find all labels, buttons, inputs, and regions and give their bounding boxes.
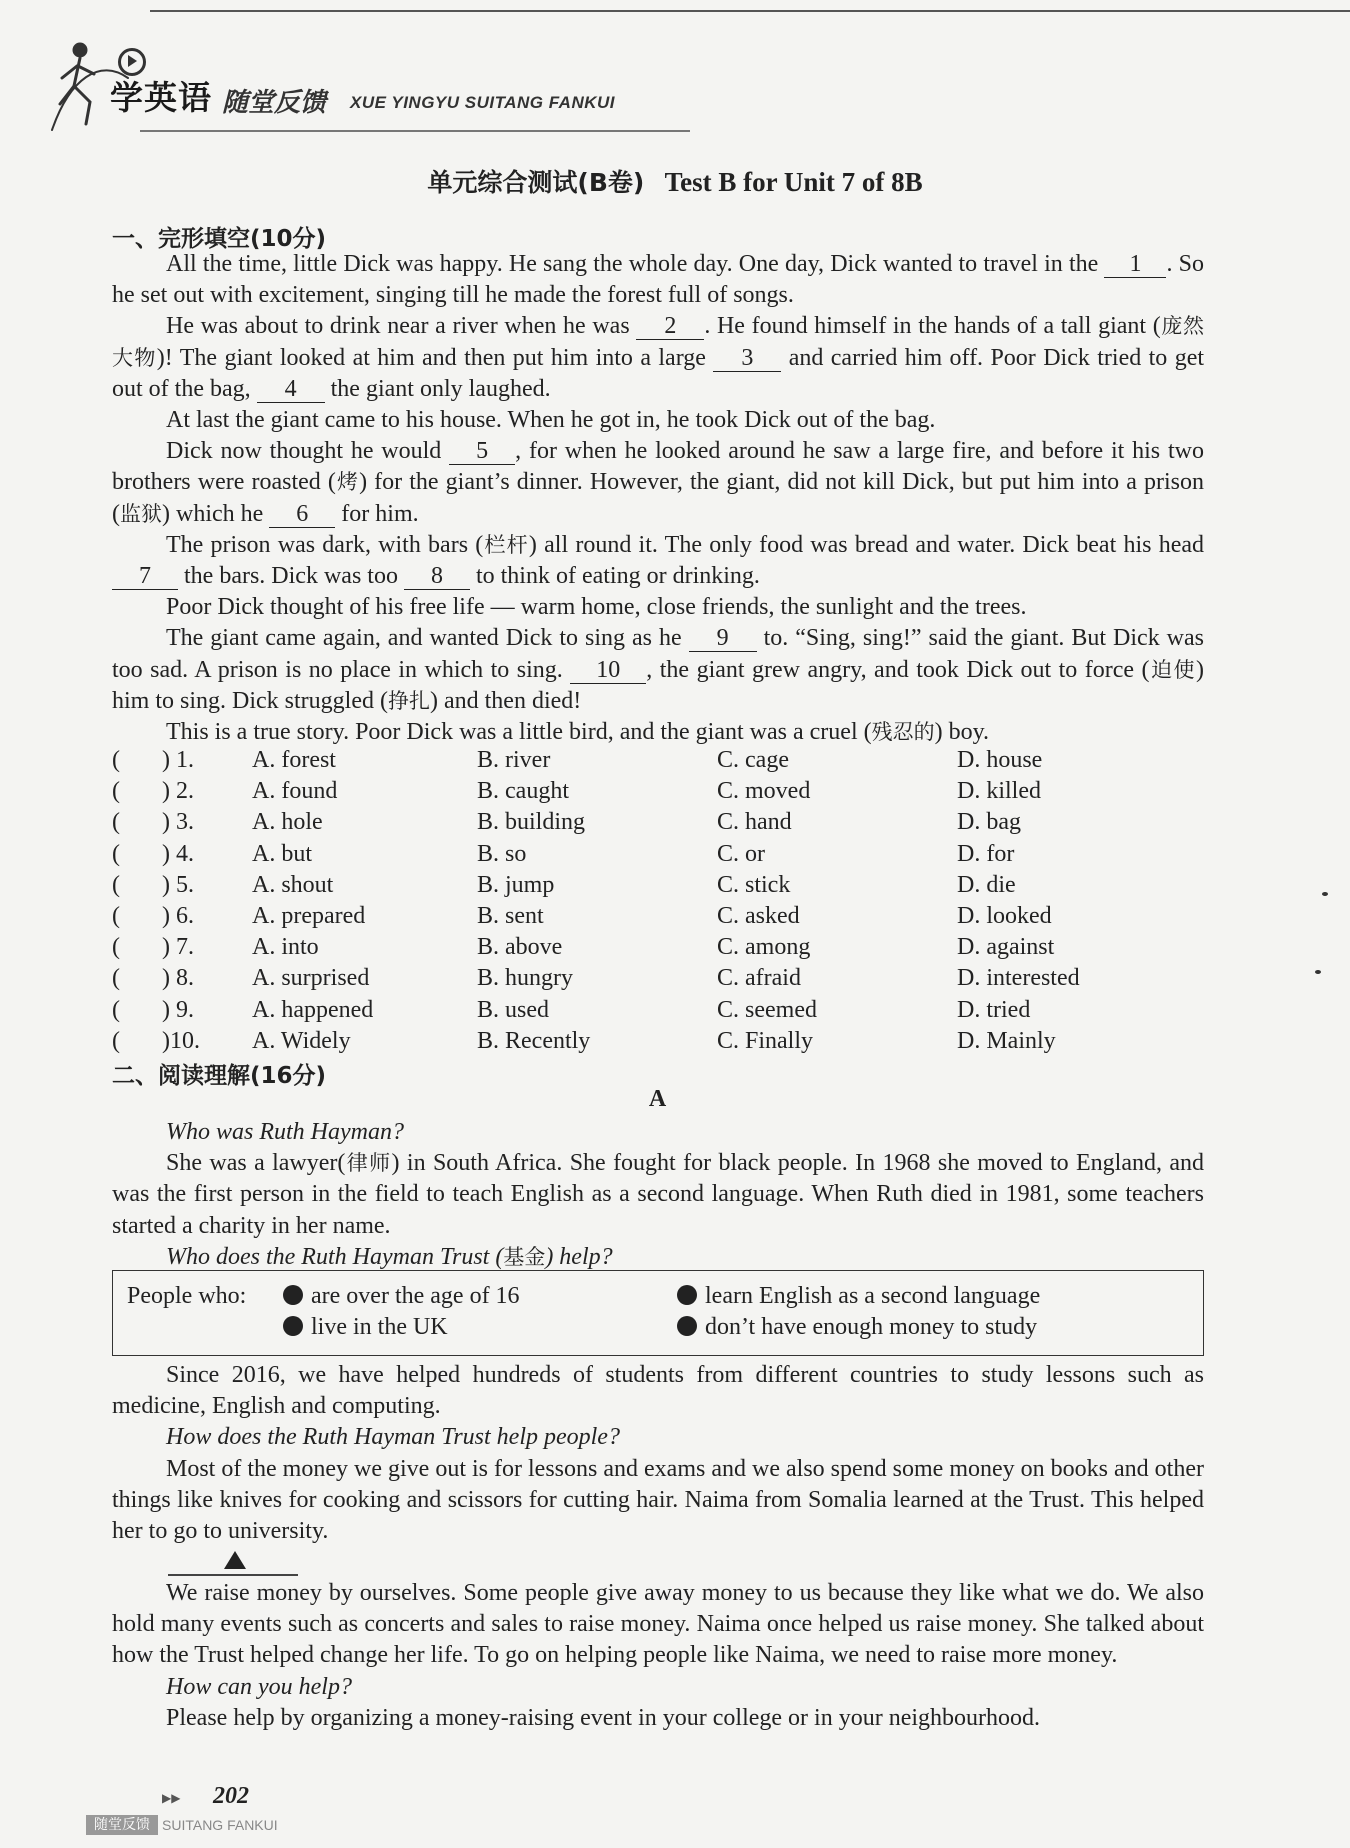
scan-mark bbox=[1322, 892, 1328, 896]
option-a: A. Widely bbox=[252, 1027, 351, 1054]
blank-2: 2 bbox=[636, 313, 704, 340]
missing-heading-blank bbox=[168, 1574, 298, 1576]
option-row: ( ) 7. A. into B. above C. among D. against bbox=[112, 932, 1212, 963]
option-d: D. tried bbox=[957, 996, 1031, 1023]
question-heading-4: How can you help? bbox=[166, 1673, 352, 1700]
box-item: don’t have enough money to study bbox=[677, 1314, 1037, 1341]
cloze-paragraph-1: All the time, little Dick was happy. He sang the whole day. One day, Dick wanted to travel in the 1 . So he set out with excitement, singing till he made the forest full of songs. bbox=[112, 251, 1204, 309]
option-b: B. used bbox=[477, 996, 549, 1023]
answer-paren[interactable]: ( bbox=[112, 840, 120, 867]
title-cn: 单元综合测试(B卷) bbox=[427, 168, 645, 197]
option-row: ( ) 8. A. surprised B. hungry C. afraid D. interested bbox=[112, 963, 1212, 994]
option-a: A. prepared bbox=[252, 902, 366, 929]
option-c: C. moved bbox=[717, 778, 811, 805]
blank-5: 5 bbox=[449, 438, 515, 465]
option-b: B. river bbox=[477, 747, 551, 773]
option-b: B. above bbox=[477, 934, 563, 961]
bullet-icon bbox=[283, 1316, 303, 1336]
blank-3: 3 bbox=[713, 345, 781, 372]
page-title bbox=[0, 163, 1350, 199]
cloze-options bbox=[112, 745, 1212, 1057]
option-c: C. stick bbox=[717, 871, 791, 898]
answer-paren[interactable]: ( bbox=[112, 747, 120, 773]
option-c: C. or bbox=[717, 840, 765, 867]
footer-label-cn: 随堂反馈 bbox=[86, 1815, 158, 1835]
answer-paren[interactable]: ( bbox=[112, 778, 120, 805]
box-item: learn English as a second language bbox=[677, 1283, 1040, 1310]
option-a: A. happened bbox=[252, 996, 374, 1023]
blank-10: 10 bbox=[570, 657, 646, 684]
cloze-paragraph-4: Dick now thought he would 5 , for when he looked around he saw a large fire, and before it his two brothers were roasted (烤) for the giant’s dinner. However, the giant, did not kill Dick, but put him into a prison (监狱) which he 6 for him. bbox=[112, 438, 1204, 527]
answer-paren[interactable]: ( bbox=[112, 902, 120, 929]
blank-4: 4 bbox=[257, 376, 325, 403]
option-a: A. found bbox=[252, 778, 338, 805]
footer-label-en: SUITANG FANKUI bbox=[162, 1817, 278, 1833]
option-d: D. interested bbox=[957, 965, 1080, 992]
box-item: live in the UK bbox=[283, 1314, 448, 1341]
page-arrow-icon: ▶▶ bbox=[162, 1791, 181, 1805]
answer-paren[interactable]: ( bbox=[112, 965, 120, 992]
option-c: C. Finally bbox=[717, 1027, 814, 1054]
blank-7: 7 bbox=[112, 563, 178, 590]
option-a: A. shout bbox=[252, 871, 334, 898]
brand-subtitle: 随堂反馈 bbox=[222, 88, 327, 118]
blank-9: 9 bbox=[689, 625, 757, 652]
scan-mark bbox=[1315, 970, 1321, 974]
answer-paren[interactable]: ( bbox=[112, 934, 120, 961]
option-d: D. for bbox=[957, 840, 1015, 867]
cloze-passage bbox=[112, 249, 1204, 748]
title-en: Test B for Unit 7 of 8B bbox=[664, 167, 923, 197]
reading-part-3 bbox=[112, 1578, 1204, 1734]
reading-paragraph-5: Please help by organizing a money-raising event in your college or in your neighbourhood. bbox=[166, 1704, 1041, 1731]
question-heading-2: Who does the Ruth Hayman Trust (基金) help? bbox=[166, 1243, 613, 1270]
bullet-icon bbox=[283, 1285, 303, 1305]
option-a: A. but bbox=[252, 840, 312, 867]
answer-paren[interactable]: ( bbox=[112, 996, 120, 1023]
cloze-paragraph-8: This is a true story. Poor Dick was a little bird, and the giant was a cruel (残忍的) boy. bbox=[166, 719, 990, 746]
reading-paragraph-2: Since 2016, we have helped hundreds of students from different countries to study lessons such as medicine, English and computing. bbox=[112, 1362, 1204, 1420]
question-heading-1: Who was Ruth Hayman? bbox=[166, 1119, 404, 1145]
option-row: ( ) 5. A. shout B. jump C. stick D. die bbox=[112, 870, 1212, 901]
option-a: A. into bbox=[252, 934, 319, 961]
option-d: D. die bbox=[957, 871, 1016, 898]
reading-paragraph-3: Most of the money we give out is for lessons and exams and we also spend some money on books and other things like knives for cooking and scissors for cutting hair. Naima from Somalia learned at the Trust. This helped her to go to university. bbox=[112, 1455, 1204, 1545]
option-b: B. caught bbox=[477, 778, 569, 805]
answer-paren[interactable]: ( bbox=[112, 1027, 120, 1054]
option-d: D. bag bbox=[957, 809, 1021, 836]
triangle-marker-icon bbox=[224, 1551, 246, 1569]
option-c: C. afraid bbox=[717, 965, 801, 992]
option-b: B. sent bbox=[477, 902, 544, 929]
top-rule bbox=[150, 10, 1350, 12]
option-b: B. building bbox=[477, 809, 586, 836]
option-row: ( ) 4. A. but B. so C. or D. for bbox=[112, 839, 1212, 870]
option-d: D. killed bbox=[957, 778, 1041, 805]
reading-paragraph-4: We raise money by ourselves. Some people give away money to us because they like what we do. We also hold many events such as concerts and sales to raise money. Naima once helped us raise money. She talked about how the Trust helped change her life. To go on helping people like Naima, we need to raise more money. bbox=[112, 1580, 1204, 1669]
option-a: A. forest bbox=[252, 747, 336, 773]
blank-8: 8 bbox=[404, 563, 470, 590]
option-row: ( ) 9. A. happened B. used C. seemed D. tried bbox=[112, 995, 1212, 1026]
option-b: B. jump bbox=[477, 871, 555, 898]
option-b: B. so bbox=[477, 840, 527, 867]
cloze-paragraph-3: At last the giant came to his house. When he got in, he took Dick out of the bag. bbox=[166, 407, 936, 434]
bullet-icon bbox=[677, 1316, 697, 1336]
blank-6: 6 bbox=[269, 501, 335, 528]
option-row: ( ) 6. A. prepared B. sent C. asked D. looked bbox=[112, 901, 1212, 932]
header-underline bbox=[140, 130, 690, 132]
option-c: C. hand bbox=[717, 809, 792, 836]
page-number: 202 bbox=[213, 1783, 249, 1809]
option-row: ( ) 2. A. found B. caught C. moved D. killed bbox=[112, 776, 1212, 807]
reading-paragraph-1: She was a lawyer(律师) in South Africa. She fought for black people. In 1968 she moved to England, and was the first person in the field to teach English as a second language. When Ruth died in 1981, some teachers started a charity in her name. bbox=[112, 1150, 1205, 1239]
brand-title: 学英语 bbox=[110, 78, 212, 117]
cloze-paragraph-5: The prison was dark, with bars (栏杆) all round it. The only food was bread and water. Dick beat his head 7 the bars. Dick was too 8 to think of eating or drinking. bbox=[112, 530, 1204, 592]
eligibility-box bbox=[112, 1270, 1204, 1356]
option-a: A. hole bbox=[252, 809, 323, 836]
option-c: C. cage bbox=[717, 747, 789, 773]
passage-label: A bbox=[648, 1086, 667, 1112]
option-b: B. Recently bbox=[477, 1027, 591, 1054]
bullet-icon bbox=[677, 1285, 697, 1305]
option-b: B. hungry bbox=[477, 965, 573, 992]
reading-part-1 bbox=[112, 1117, 1204, 1273]
cloze-paragraph-7: The giant came again, and wanted Dick to sing as he 9 to. “Sing, sing!” said the giant. But Dick was too sad. A prison is no place in which to sing. 10 , the giant grew angry, and took Dick out to force (迫使) him to sing. Dick struggled (挣扎) and then died! bbox=[112, 625, 1205, 714]
option-d: D. house bbox=[957, 747, 1043, 773]
option-d: D. looked bbox=[957, 902, 1052, 929]
box-item: are over the age of 16 bbox=[283, 1283, 520, 1310]
question-heading-3: How does the Ruth Hayman Trust help people? bbox=[166, 1424, 620, 1451]
answer-paren[interactable]: ( bbox=[112, 871, 120, 898]
brand-pinyin: XUE YINGYU SUITANG FANKUI bbox=[350, 93, 616, 112]
option-d: D. Mainly bbox=[957, 1027, 1056, 1054]
section1-heading: 一、完形填空(10分) bbox=[112, 226, 327, 252]
option-d: D. against bbox=[957, 934, 1055, 961]
section2-heading: 二、阅读理解(16分) bbox=[112, 1063, 327, 1089]
option-c: C. seemed bbox=[717, 996, 817, 1023]
blank-1: 1 bbox=[1104, 251, 1166, 278]
option-row: ( ) 1. A. forest B. river C. cage D. house bbox=[112, 745, 1212, 776]
cloze-paragraph-2: He was about to drink near a river when he was 2 . He found himself in the hands of a tall giant (庞然大物)! The giant looked at him and then put him into a large 3 and carried him off. Poor Dick tried to get out of the bag, 4 the giant only laughed. bbox=[112, 313, 1205, 402]
option-a: A. surprised bbox=[252, 965, 370, 992]
reading-part-2 bbox=[112, 1360, 1204, 1547]
answer-paren[interactable]: ( bbox=[112, 809, 120, 836]
option-row: ( )10. A. Widely B. Recently C. Finally D. Mainly bbox=[112, 1026, 1212, 1057]
page-header bbox=[50, 38, 700, 133]
option-row: ( ) 3. A. hole B. building C. hand D. bag bbox=[112, 807, 1212, 838]
cloze-paragraph-6: Poor Dick thought of his free life — warm home, close friends, the sunlight and the trees. bbox=[166, 594, 1027, 621]
option-c: C. among bbox=[717, 934, 811, 961]
box-lead: People who: bbox=[127, 1283, 247, 1309]
option-c: C. asked bbox=[717, 902, 800, 929]
